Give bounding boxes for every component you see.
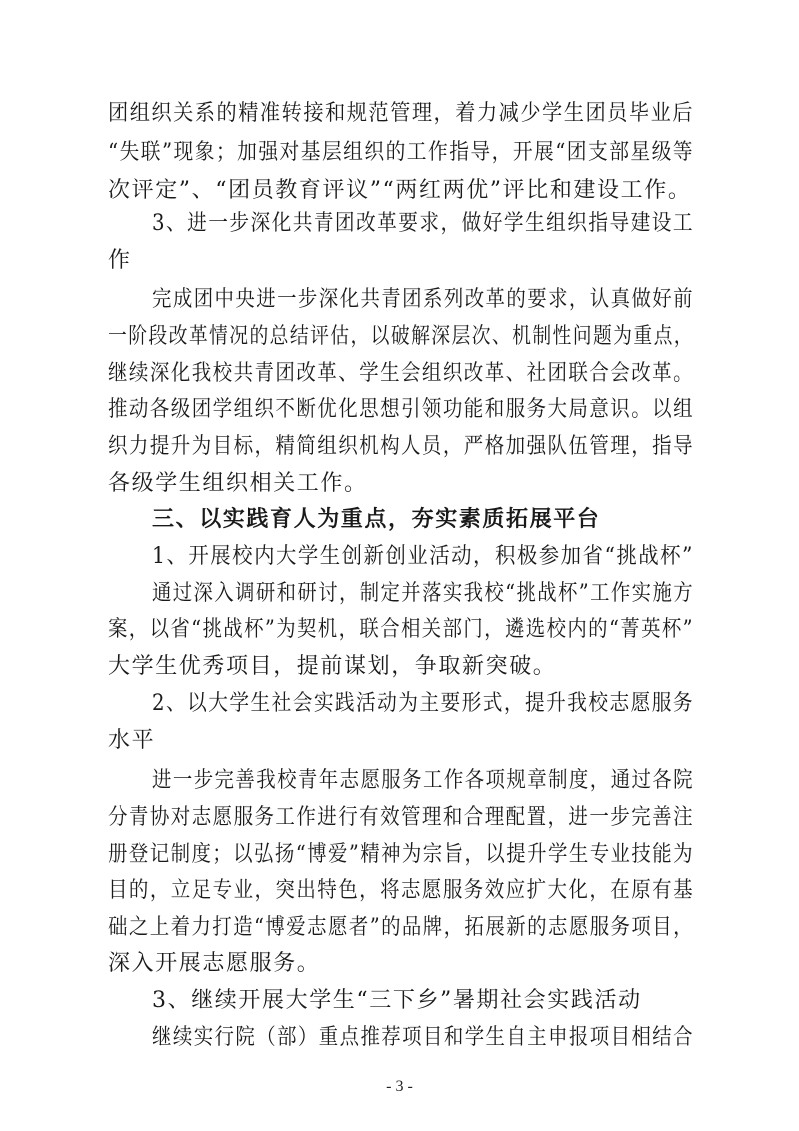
paragraph-line [0, 947, 799, 981]
line-text: 案，以省“挑战杯”为契机，联合相关部门，遴选校内的“菁英杯” [108, 617, 694, 642]
paragraph-line [0, 136, 799, 170]
line-text: 一阶段改革情况的总结评估，以破解深层次、机制性问题为重点， [108, 324, 694, 349]
paragraph-line [0, 1021, 799, 1055]
paragraph-line [0, 874, 799, 908]
page-number: - 3 - [386, 1078, 413, 1095]
paragraph-line [0, 357, 799, 391]
line-text: 分青协对志愿服务工作进行有效管理和合理配置，进一步完善注 [108, 805, 695, 830]
line-text: 继续实行院（部）重点推荐项目和学生自主申报项目相结合 [152, 1025, 695, 1050]
line-text: 1、开展校内大学生创新创业活动，积极参加省“挑战杯” [152, 544, 694, 569]
paragraph-line [0, 801, 799, 835]
line-text: 三、以实践育人为重点，夯实素质拓展平台 [152, 507, 601, 532]
paragraph-line [0, 764, 799, 798]
subheading-line [0, 724, 799, 758]
line-text: 完成团中央进一步深化共青团系列改革的要求，认真做好前 [152, 287, 695, 312]
line-text: 推动各级团学组织不断优化思想引领功能和服务大局意识。以组 [108, 397, 695, 422]
paragraph-line [0, 650, 799, 684]
subheading-line [0, 540, 799, 574]
line-text: 2、以大学生社会实践活动为主要形式，提升我校志愿服务 [152, 691, 695, 716]
paragraph-line [0, 283, 799, 317]
paragraph-line [0, 577, 799, 611]
line-text: 团组织关系的精准转接和规范管理，着力减少学生团员毕业后 [108, 101, 694, 126]
subheading-line [0, 244, 799, 278]
line-text: 次评定”、“团员教育评议”“两红两优”评比和建设工作。 [108, 178, 692, 203]
paragraph-line [0, 430, 799, 464]
line-text: 继续深化我校共青团改革、学生会组织改革、社团联合会改革。 [108, 361, 695, 386]
paragraph-line [0, 174, 799, 208]
line-text: 目的，立足专业，突出特色，将志愿服务效应扩大化，在原有基 [108, 878, 695, 903]
subheading-line [0, 207, 799, 241]
paragraph-line [0, 838, 799, 872]
line-text: 各级学生组织相关工作。 [108, 471, 368, 496]
paragraph-line [0, 911, 799, 945]
line-text: 3、继续开展大学生“三下乡”暑期社会实践活动 [152, 988, 642, 1013]
line-text: 织力提升为目标，精简组织机构人员，严格加强队伍管理，指导 [108, 434, 695, 459]
line-text: 础之上着力打造“博爱志愿者”的品牌，拓展新的志愿服务项目， [108, 915, 695, 940]
paragraph-line [0, 97, 799, 131]
line-text: 通过深入调研和研讨，制定并落实我校“挑战杯”工作实施方 [152, 581, 695, 606]
paragraph-line [0, 467, 799, 501]
line-text: 作 [108, 248, 132, 273]
line-text: 进一步完善我校青年志愿服务工作各项规章制度，通过各院 [152, 768, 695, 793]
paragraph-line [0, 613, 799, 647]
subheading-line [0, 984, 799, 1018]
line-text: 大学生优秀项目，提前谋划，争取新突破。 [108, 654, 557, 679]
paragraph-line [0, 320, 799, 354]
line-text: “失联”现象；加强对基层组织的工作指导，开展“团支部星级等 [108, 140, 695, 165]
subheading-line [0, 687, 799, 721]
line-text: 册登记制度；以弘扬“博爱”精神为宗旨，以提升学生专业技能为 [108, 842, 695, 867]
section-heading [0, 503, 799, 537]
line-text: 水平 [108, 728, 156, 753]
line-text: 3、进一步深化共青团改革要求，做好学生组织指导建设工 [152, 211, 695, 236]
line-text: 深入开展志愿服务。 [108, 951, 321, 976]
paragraph-line [0, 393, 799, 427]
